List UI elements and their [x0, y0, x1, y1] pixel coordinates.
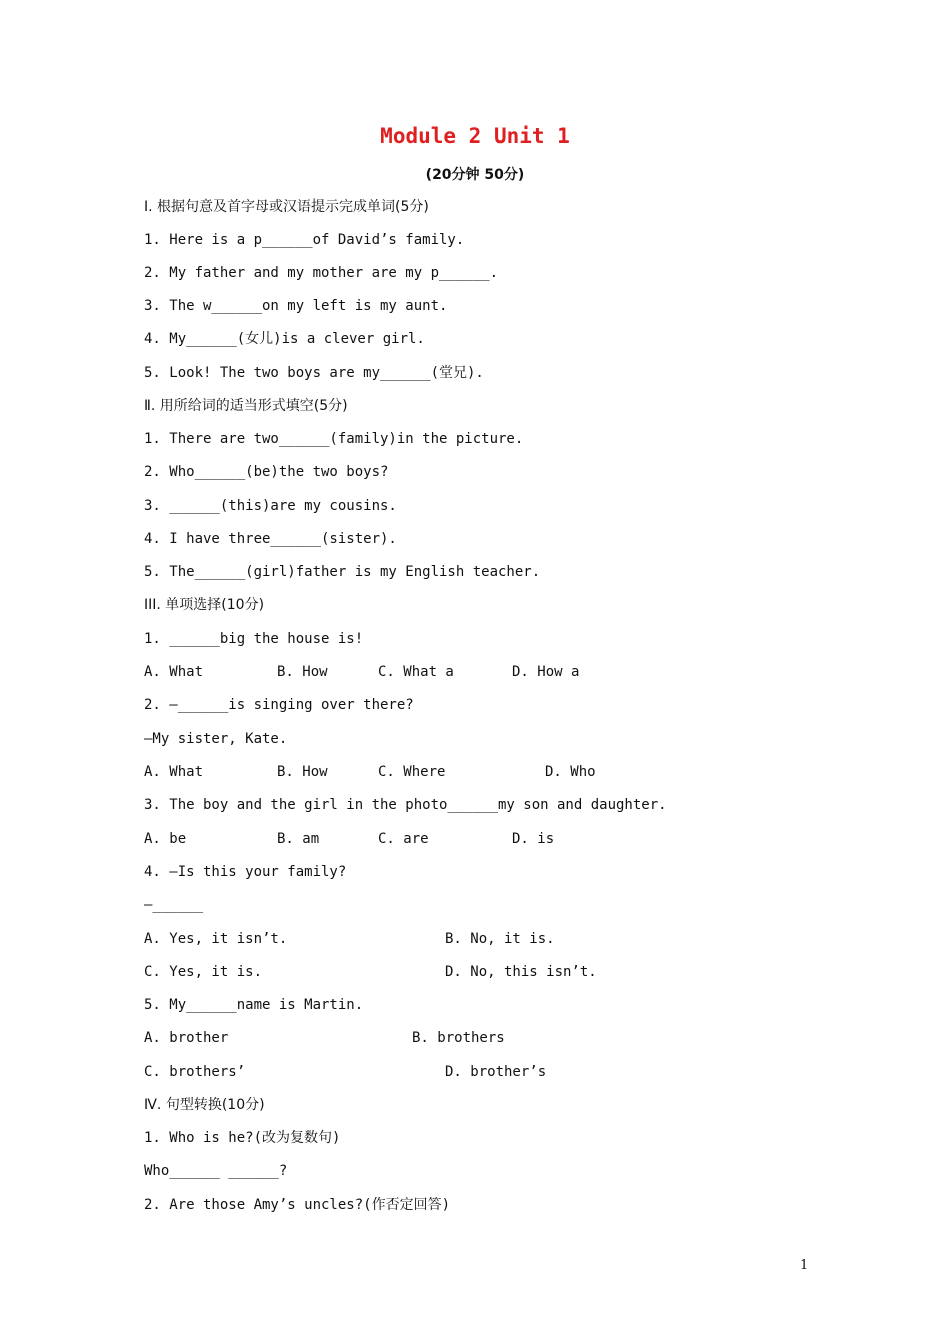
- section-2-heading: Ⅱ. 用所给词的适当形式填空(5分): [144, 398, 348, 414]
- page-title: Module 2 Unit 1: [380, 124, 570, 148]
- q2-option-d: D. Who: [545, 764, 596, 780]
- time-score-note: (20分钟 50分): [425, 167, 525, 183]
- s2-item-3: 3. ______(this)are my cousins.: [144, 498, 397, 514]
- q3-option-c: C. are: [378, 831, 429, 847]
- q3-option-d: D. is: [512, 831, 555, 847]
- s1-item-3: 3. The w______on my left is my aunt.: [144, 298, 448, 314]
- q2-stem: 2. —______is singing over there?: [144, 697, 414, 713]
- s1-item-2: 2. My father and my mother are my p______.: [144, 265, 499, 281]
- q4-stem: 4. —Is this your family?: [144, 864, 347, 880]
- s2-item-2: 2. Who______(be)the two boys?: [144, 464, 389, 480]
- s4-item-2: 2. Are those Amy’s uncles?(作否定回答): [144, 1197, 451, 1213]
- q4-reply: —______: [144, 897, 204, 913]
- section-3-heading: III. 单项选择(10分): [144, 597, 265, 613]
- q5-option-c: C. brothers’: [144, 1064, 246, 1080]
- q4-option-a: A. Yes, it isn’t.: [144, 931, 288, 947]
- s2-item-4: 4. I have three______(sister).: [144, 531, 397, 547]
- q4-option-d: D. No, this isn’t.: [445, 964, 597, 980]
- q3-option-b: B. am: [277, 831, 320, 847]
- s1-item-5: 5. Look! The two boys are my______(堂兄).: [144, 365, 484, 381]
- q2-option-b: B. How: [277, 764, 328, 780]
- q4-option-b: B. No, it is.: [445, 931, 555, 947]
- q5-stem: 5. My______name is Martin.: [144, 997, 364, 1013]
- q3-stem: 3. The boy and the girl in the photo______my son and daughter.: [144, 797, 667, 813]
- section-1-heading: Ⅰ. 根据句意及首字母或汉语提示完成单词(5分): [144, 199, 429, 215]
- s1-item-4: 4. My______(女儿)is a clever girl.: [144, 331, 425, 347]
- s2-item-5: 5. The______(girl)father is my English teacher.: [144, 564, 541, 580]
- q1-option-a: A. What: [144, 664, 204, 680]
- q1-option-b: B. How: [277, 664, 328, 680]
- s2-item-1: 1. There are two______(family)in the picture.: [144, 431, 524, 447]
- s1-item-1: 1. Here is a p______of David’s family.: [144, 232, 465, 248]
- q5-option-b: B. brothers: [412, 1030, 505, 1046]
- q2-option-c: C. Where: [378, 764, 446, 780]
- q3-option-a: A. be: [144, 831, 187, 847]
- q2-reply: —My sister, Kate.: [144, 731, 288, 747]
- q2-option-a: A. What: [144, 764, 204, 780]
- page-number: 1: [800, 1258, 809, 1273]
- q4-option-c: C. Yes, it is.: [144, 964, 263, 980]
- q1-option-c: C. What a: [378, 664, 454, 680]
- s4-item-1-answer: Who______ ______?: [144, 1163, 288, 1179]
- q1-option-d: D. How a: [512, 664, 580, 680]
- q5-option-a: A. brother: [144, 1030, 229, 1046]
- q1-stem: 1. ______big the house is!: [144, 631, 364, 647]
- q5-option-d: D. brother’s: [445, 1064, 547, 1080]
- section-4-heading: Ⅳ. 句型转换(10分): [144, 1097, 265, 1113]
- s4-item-1: 1. Who is he?(改为复数句): [144, 1130, 341, 1146]
